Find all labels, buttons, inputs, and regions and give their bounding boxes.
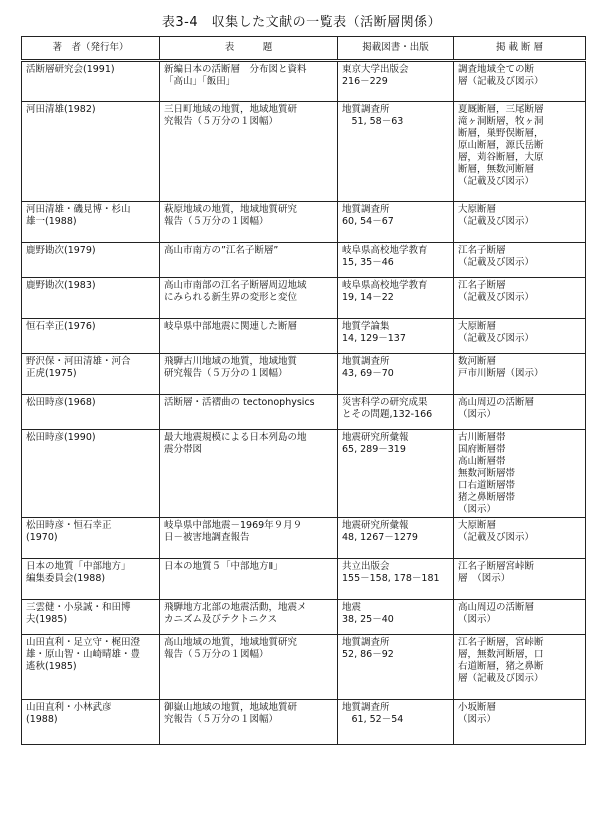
publication-cell — [338, 559, 454, 600]
author-cell — [22, 559, 160, 600]
publication-line: 地震研究所彙報 — [342, 520, 409, 531]
author-line: (1970) — [26, 532, 58, 543]
faults-line: （図示） — [458, 409, 497, 420]
publication-line: 216－229 — [342, 76, 388, 87]
faults-line: 原山断層，源氏岳断 — [458, 140, 544, 151]
faults-line: 小坂断層 — [458, 702, 497, 713]
publication-line: 38, 25－40 — [342, 614, 394, 625]
title-line: 御嶽山地域の地質，地域地質研 — [164, 702, 298, 713]
title-line: 研究報告（５万分の１図幅） — [164, 368, 288, 379]
faults-line: 右道断層，猪之鼻断 — [458, 661, 544, 672]
author-cell — [22, 354, 160, 395]
publication-line: 60, 54－67 — [342, 216, 394, 227]
author-cell — [22, 395, 160, 430]
author-line: 野沢保・河田清雄・河合 — [26, 356, 131, 367]
faults-line: （記載及び図示） — [458, 292, 535, 303]
title-line: 「高山」「飯田」 — [164, 76, 236, 87]
title-cell — [160, 278, 338, 319]
author-line: 活断層研究会(1991) — [26, 64, 115, 75]
faults-line: 大原断層 — [458, 204, 497, 215]
publication-cell — [338, 354, 454, 395]
title-cell — [160, 243, 338, 278]
faults-cell — [454, 395, 586, 430]
publication-line: 地震 — [342, 602, 362, 613]
faults-line: （記載及び図示） — [458, 257, 535, 268]
table-row — [22, 278, 586, 319]
publication-line: 岐阜県高校地学教育 — [342, 280, 428, 291]
title-line: 高山地域の地質，地域地質研究 — [164, 637, 298, 648]
title-line: 究報告（５万分の１図幅） — [164, 116, 279, 127]
faults-line: 層（記載及び図示） — [458, 673, 544, 684]
title-line: 高山市南部の江名子断層周辺地域 — [164, 280, 307, 291]
author-line: 河田清雄・磯見博・杉山 — [26, 204, 131, 215]
faults-line: 江名子断層 — [458, 245, 506, 256]
faults-line: 層，苅谷断層，大原 — [458, 152, 544, 163]
table-row — [22, 102, 586, 202]
author-line: 鹿野勘次(1983) — [26, 280, 96, 291]
faults-cell — [454, 61, 586, 102]
publication-cell — [338, 243, 454, 278]
author-cell — [22, 430, 160, 518]
table-row — [22, 61, 586, 102]
author-cell — [22, 278, 160, 319]
faults-cell — [454, 102, 586, 202]
author-cell — [22, 518, 160, 559]
faults-cell — [454, 202, 586, 243]
publication-line: 岐阜県高校地学教育 — [342, 245, 428, 256]
title-line: 飛騨古川地域の地質，地域地質 — [164, 356, 298, 367]
author-line: 編集委員会(1988) — [26, 573, 106, 584]
faults-line: （記載及び図示） — [458, 176, 535, 187]
header-author: 著 者（発行年） — [22, 37, 160, 61]
faults-line: （図示） — [458, 614, 497, 625]
author-line: 正虎(1975) — [26, 368, 77, 379]
faults-cell — [454, 354, 586, 395]
author-line: 雄・原山智・山崎晴雄・豊 — [26, 649, 141, 660]
title-line: にみられる新生界の変形と変位 — [164, 292, 298, 303]
title-cell — [160, 354, 338, 395]
publication-line: 地質調査所 — [342, 637, 390, 648]
faults-cell — [454, 559, 586, 600]
title-cell — [160, 600, 338, 635]
faults-line: （記載及び図示） — [458, 216, 535, 227]
faults-line: 断層，無数河断層 — [458, 164, 535, 175]
faults-line: 層（記載及び図示） — [458, 76, 544, 87]
publication-cell — [338, 319, 454, 354]
faults-line: 江名子断層 — [458, 280, 506, 291]
title-line: 活断層・活褶曲の tectonophysics — [164, 397, 315, 408]
header-faults: 掲 載 断 層 — [454, 37, 586, 61]
title-cell — [160, 319, 338, 354]
publication-line: 52, 86－92 — [342, 649, 394, 660]
faults-line: 大原断層 — [458, 321, 497, 332]
faults-line: 層 （図示） — [458, 573, 511, 584]
author-line: 河田清雄(1982) — [26, 104, 96, 115]
title-line: 報告（５万分の１図幅） — [164, 649, 269, 660]
title-line: 高山市南方の”江名子断層” — [164, 245, 279, 256]
faults-line: 調査地域全ての断 — [458, 64, 535, 75]
faults-line: 滝ヶ洞断層，牧ヶ洞 — [458, 116, 544, 127]
faults-line: 口右道断層帯 — [458, 480, 516, 491]
faults-line: （記載及び図示） — [458, 333, 535, 344]
author-line: 松田時彦・恒石幸正 — [26, 520, 112, 531]
faults-line: 古川断層帯 — [458, 432, 506, 443]
faults-line: （図示） — [458, 714, 497, 725]
faults-line: 断層，巣野俣断層， — [458, 128, 544, 139]
publication-line: 65, 289－319 — [342, 444, 406, 455]
publication-line: とその問題,132-166 — [342, 409, 433, 420]
faults-cell — [454, 430, 586, 518]
faults-line: 江名子断層宮峠断 — [458, 561, 535, 572]
faults-line: 大原断層 — [458, 520, 497, 531]
faults-cell — [454, 243, 586, 278]
faults-line: 戸市川断層（図示） — [458, 368, 544, 379]
faults-line: 高山断層帯 — [458, 456, 506, 467]
publication-line: 地質調査所 — [342, 104, 390, 115]
author-line: 松田時彦(1968) — [26, 397, 96, 408]
publication-line: 155－158, 178－181 — [342, 573, 440, 584]
publication-cell — [338, 278, 454, 319]
table-row — [22, 600, 586, 635]
publication-cell — [338, 202, 454, 243]
author-cell — [22, 202, 160, 243]
faults-cell — [454, 635, 586, 700]
author-line: 山田直利・足立守・梶田澄 — [26, 637, 141, 648]
faults-cell — [454, 278, 586, 319]
faults-line: 数河断層 — [458, 356, 497, 367]
author-cell — [22, 61, 160, 102]
title-cell — [160, 559, 338, 600]
publication-cell — [338, 395, 454, 430]
faults-cell — [454, 600, 586, 635]
publication-cell — [338, 600, 454, 635]
publication-line: 14, 129－137 — [342, 333, 406, 344]
faults-cell — [454, 319, 586, 354]
table-row — [22, 559, 586, 600]
table-row — [22, 700, 586, 745]
faults-line: （図示） — [458, 504, 497, 515]
author-line: 山田直利・小林武彦 — [26, 702, 112, 713]
author-cell — [22, 600, 160, 635]
table-row — [22, 635, 586, 700]
faults-line: 猪之鼻断層帯 — [458, 492, 516, 503]
title-line: 岐阜県中部地震－1969年９月９ — [164, 520, 303, 531]
author-cell — [22, 319, 160, 354]
title-line: カニズム及びテクトニクス — [164, 614, 278, 625]
faults-line: 無数河断層帯 — [458, 468, 516, 479]
title-cell — [160, 61, 338, 102]
publication-line: 地質調査所 — [342, 702, 390, 713]
author-cell — [22, 700, 160, 745]
publication-line: 地質調査所 — [342, 356, 390, 367]
title-line: 最大地震規模による日本列島の地 — [164, 432, 307, 443]
author-cell — [22, 243, 160, 278]
title-line: 三日町地域の地質，地域地質研 — [164, 104, 298, 115]
publication-cell — [338, 61, 454, 102]
publication-line: 共立出版会 — [342, 561, 390, 572]
publication-line: 地震研究所彙報 — [342, 432, 409, 443]
title-line: 萩原地域の地質，地域地質研究 — [164, 204, 298, 215]
publication-line: 15, 35－46 — [342, 257, 394, 268]
table-row — [22, 395, 586, 430]
faults-line: （記載及び図示） — [458, 532, 535, 543]
author-cell — [22, 635, 160, 700]
faults-line: 高山周辺の活断層 — [458, 397, 535, 408]
faults-line: 夏厩断層，三尾断層 — [458, 104, 544, 115]
publication-cell — [338, 700, 454, 745]
table-body — [22, 61, 586, 745]
table-caption: 表3-4 収集した文献の一覧表（活断層関係） — [161, 15, 442, 30]
author-cell — [22, 102, 160, 202]
faults-line: 国府断層帯 — [458, 444, 506, 455]
title-cell — [160, 635, 338, 700]
title-line: 日本の地質５「中部地方Ⅱ」 — [164, 561, 283, 572]
faults-line: 高山周辺の活断層 — [458, 602, 535, 613]
title-cell — [160, 518, 338, 559]
table-row — [22, 243, 586, 278]
publication-cell — [338, 635, 454, 700]
table-row — [22, 518, 586, 559]
publication-cell — [338, 102, 454, 202]
literature-table — [21, 36, 586, 745]
publication-line: 48, 1267－1279 — [342, 532, 418, 543]
author-line: (1988) — [26, 714, 58, 725]
title-line: 新編日本の活断層 分布図と資料 — [164, 64, 307, 75]
title-cell — [160, 102, 338, 202]
title-cell — [160, 700, 338, 745]
title-line: 日－被害地調査報告 — [164, 532, 250, 543]
author-line: 日本の地質「中部地方」 — [26, 561, 131, 572]
author-line: 恒石幸正(1976) — [26, 321, 96, 332]
title-cell — [160, 395, 338, 430]
title-line: 飛騨地方北部の地震活動，地震メ — [164, 602, 307, 613]
publication-line: 51, 58－63 — [342, 116, 404, 127]
title-line: 究報告（５万分の１図幅） — [164, 714, 279, 725]
faults-cell — [454, 518, 586, 559]
header-row — [22, 37, 586, 61]
publication-line: 地質学論集 — [342, 321, 390, 332]
author-line: 三雲健・小泉誠・和田博 — [26, 602, 131, 613]
publication-line: 東京大学出版会 — [342, 64, 409, 75]
faults-line: 江名子断層，宮峠断 — [458, 637, 544, 648]
table-row — [22, 430, 586, 518]
title-line: 報告（５万分の１図幅） — [164, 216, 269, 227]
table-row — [22, 319, 586, 354]
faults-cell — [454, 700, 586, 745]
author-line: 夫(1985) — [26, 614, 68, 625]
publication-cell — [338, 518, 454, 559]
table-row — [22, 354, 586, 395]
table-row — [22, 202, 586, 243]
title-cell — [160, 202, 338, 243]
author-line: 遙秋(1985) — [26, 661, 77, 672]
publication-line: 43, 69－70 — [342, 368, 394, 379]
title-line: 岐阜県中部地震に関連した断層 — [164, 321, 298, 332]
publication-line: 地質調査所 — [342, 204, 390, 215]
publication-line: 19, 14－22 — [342, 292, 394, 303]
publication-line: 災害科学の研究成果 — [342, 397, 428, 408]
header-title: 表 題 — [160, 37, 338, 61]
title-line: 震分帯図 — [164, 444, 203, 455]
faults-line: 層，無数河断層，口 — [458, 649, 544, 660]
author-line: 雄一(1988) — [26, 216, 77, 227]
header-publication: 掲載図書・出版 — [338, 37, 454, 61]
publication-line: 61, 52－54 — [342, 714, 404, 725]
title-cell — [160, 430, 338, 518]
author-line: 松田時彦(1990) — [26, 432, 96, 443]
author-line: 鹿野勘次(1979) — [26, 245, 96, 256]
publication-cell — [338, 430, 454, 518]
